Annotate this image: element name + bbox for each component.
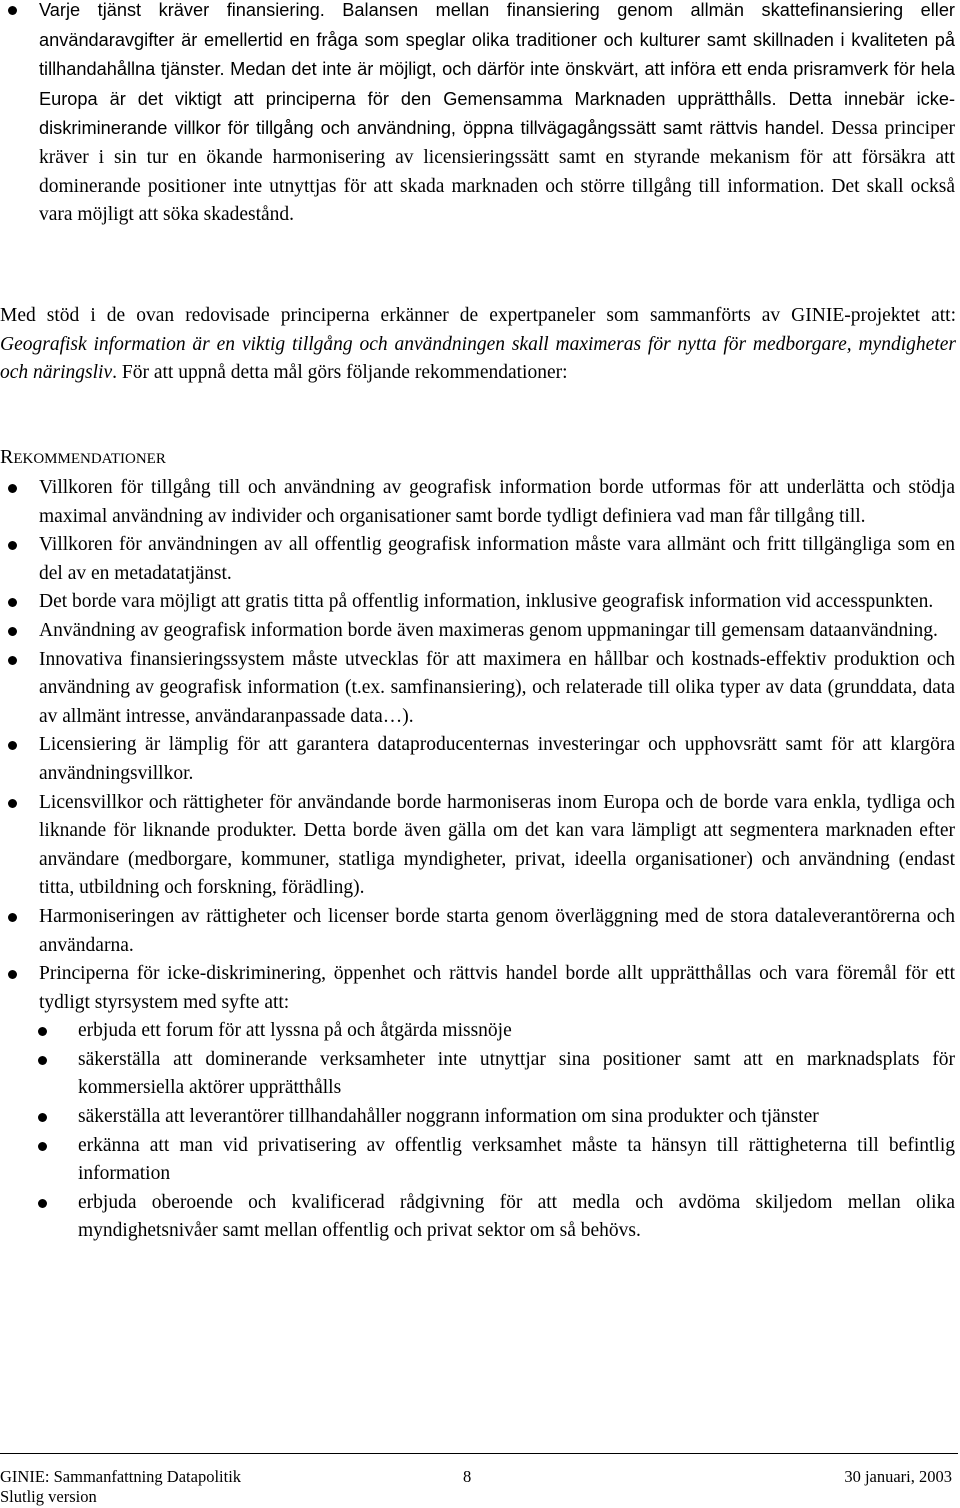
sub-recommendation-text: erbjuda oberoende och kvalificerad rådgivning för att medla och avdöma skiljedom mellan olika myndighetsnivåer samt mellan offentlig och privat sektor om så behövs. — [78, 1191, 955, 1242]
bullet-icon — [8, 913, 17, 922]
bullet-icon — [38, 1199, 47, 1208]
recommendation-text: Licensiering är lämplig för att garantera dataproducenternas investeringar och upphovsrätt samt för att klargöra användningsvillkor. — [39, 734, 955, 784]
recommendation-item — [39, 789, 955, 903]
top-bullet-item — [39, 0, 955, 230]
bullet-icon — [8, 656, 17, 665]
intro-tail: . För att uppnå detta mål görs följande rekommendationer: — [112, 362, 568, 384]
top-bullet-sans-text: Varje tjänst kräver finansiering. Balansen mellan finansiering genom allmän skattefinansiering eller användaravgifter är emellertid en fråga som speglar olika traditioner och kulturer samt skillnaden i kvaliteten på tillhandahållna tjänster. Medan det inte är möjligt, och därför inte önskvärt, att införa ett enda prisramverk för hela Europa är det viktigt att principerna för den Gemensamma Marknaden upprätthålls. Detta innebär icke-diskriminerande villkor för tillgång och användning, öppna tillvägagångssätt samt rättvis handel. — [39, 0, 955, 139]
top-bullet-serif-text: Dessa principer kräver i sin tur en ökande harmonisering av licensieringssätt samt en styrande mekanism för att försäkra att dominerande positioner inte utnyttjas för att skada marknaden och större tillgång till information. Det skall också vara möjligt att söka skadestånd. — [39, 118, 955, 226]
section-heading — [0, 443, 600, 474]
top-bullet-list — [39, 0, 955, 230]
bullet-icon — [8, 6, 17, 15]
sub-recommendations-list — [78, 1017, 955, 1246]
footer-date: 30 januari, 2003 — [844, 1467, 952, 1486]
bullet-icon — [38, 1142, 47, 1151]
recommendation-item — [39, 617, 955, 646]
footer-doc-title: GINIE: Sammanfattning Datapolitik — [0, 1467, 242, 1486]
recommendation-text: Licensvillkor och rättigheter för användande borde harmoniseras inom Europa och de borde vara enkla, tydliga och liknande för liknande produkter. Detta borde även gälla om det kan vara lämpligt att segmentera marknaden efter användare (medborgare, kommuner, statliga myndigheter, privat, ideella organisationer) och användning (endast titta, utbildning och forskning, förädling). — [39, 791, 955, 899]
heading-rest: EKOMMENDATIONER — [13, 451, 166, 467]
footer-page-number: 8 — [463, 1467, 472, 1486]
recommendation-text: Villkoren för användningen av all offentlig geografisk information måste vara allmänt och fritt tillgängliga som en del av en metadatatjänst. — [39, 534, 955, 584]
heading-initial: R — [0, 446, 14, 468]
sub-recommendation-text: säkerställa att leverantörer tillhandahåller noggrann information om sina produkter och tjänster — [78, 1106, 819, 1128]
recommendation-text: Harmoniseringen av rättigheter och licenser borde starta genom överläggning med de stora dataleverantörerna och användarna. — [39, 905, 955, 956]
intro-quote: Geografisk information är en viktig tillgång och användningen skall maximeras för nytta för medborgare, myndigheter och näringsliv — [0, 333, 956, 384]
bullet-icon — [8, 541, 17, 550]
intro-paragraph — [0, 302, 956, 388]
recommendation-item — [39, 960, 955, 1246]
recommendation-item — [39, 474, 955, 531]
sub-recommendation-item — [78, 1017, 955, 1046]
bullet-icon — [8, 799, 17, 808]
footer-line2 — [0, 1486, 958, 1508]
footer-version: Slutlig version — [0, 1487, 97, 1506]
sub-recommendation-text: säkerställa att dominerande verksamheter inte utnyttjar sina positioner samt att en marknadsplats för kommersiella aktörer upprätthålls — [78, 1048, 955, 1099]
sub-recommendation-item — [78, 1132, 955, 1189]
recommendation-item — [39, 588, 955, 617]
bullet-icon — [8, 970, 17, 979]
recommendation-text: Innovativa finansieringssystem måste utvecklas för att maximera en hållbar och kostnads-effektiv produktion och användning av geografisk information (t.ex. samfinansiering), och relaterade till olika typer av data (grunddata, data av allmänt intresse, användaranpassade data…). — [39, 648, 955, 727]
recommendation-item — [39, 731, 955, 788]
sub-recommendation-text: erkänna att man vid privatisering av offentlig verksamhet måste ta hänsyn till rättigheterna till befintlig information — [78, 1134, 955, 1185]
recommendation-text: Villkoren för tillgång till och användning av geografisk information borde utformas för att underlätta och stödja maximal användning av individer och organisationer samt borde tydligt definiera vad man får tillgång till. — [39, 477, 955, 527]
recommendation-text: Det borde vara möjligt att gratis titta på offentlig information, inklusive geografisk information vid accesspunkten. — [39, 591, 934, 613]
recommendation-item — [39, 646, 955, 732]
recommendation-text: Principerna för icke-diskriminering, öppenhet och rättvis handel borde allt upprätthållas och vara föremål för ett tydligt styrsystem med syfte att: — [39, 963, 955, 1013]
recommendation-text: Användning av geografisk information borde även maximeras genom uppmaningar till gemensam dataanvändning. — [39, 619, 938, 641]
bullet-icon — [38, 1056, 47, 1065]
recommendation-item — [39, 903, 955, 960]
bullet-icon — [8, 627, 17, 636]
footer — [0, 1466, 958, 1488]
intro-lead: Med stöd i de ovan redovisade principerna erkänner de expertpaneler som sammanförts av GINIE-projektet att: — [0, 305, 956, 326]
recommendation-item — [39, 531, 955, 588]
bullet-icon — [8, 484, 17, 493]
bullet-icon — [38, 1027, 47, 1036]
sub-recommendation-text: erbjuda ett forum för att lyssna på och åtgärda missnöje — [78, 1020, 512, 1042]
sub-recommendation-item — [78, 1046, 955, 1103]
sub-recommendation-item — [78, 1103, 955, 1132]
bullet-icon — [8, 741, 17, 750]
footer-rule — [0, 1453, 958, 1454]
bullet-icon — [38, 1113, 47, 1122]
sub-recommendation-item — [78, 1189, 955, 1246]
bullet-icon — [8, 598, 17, 607]
recommendations-list — [39, 474, 955, 1246]
